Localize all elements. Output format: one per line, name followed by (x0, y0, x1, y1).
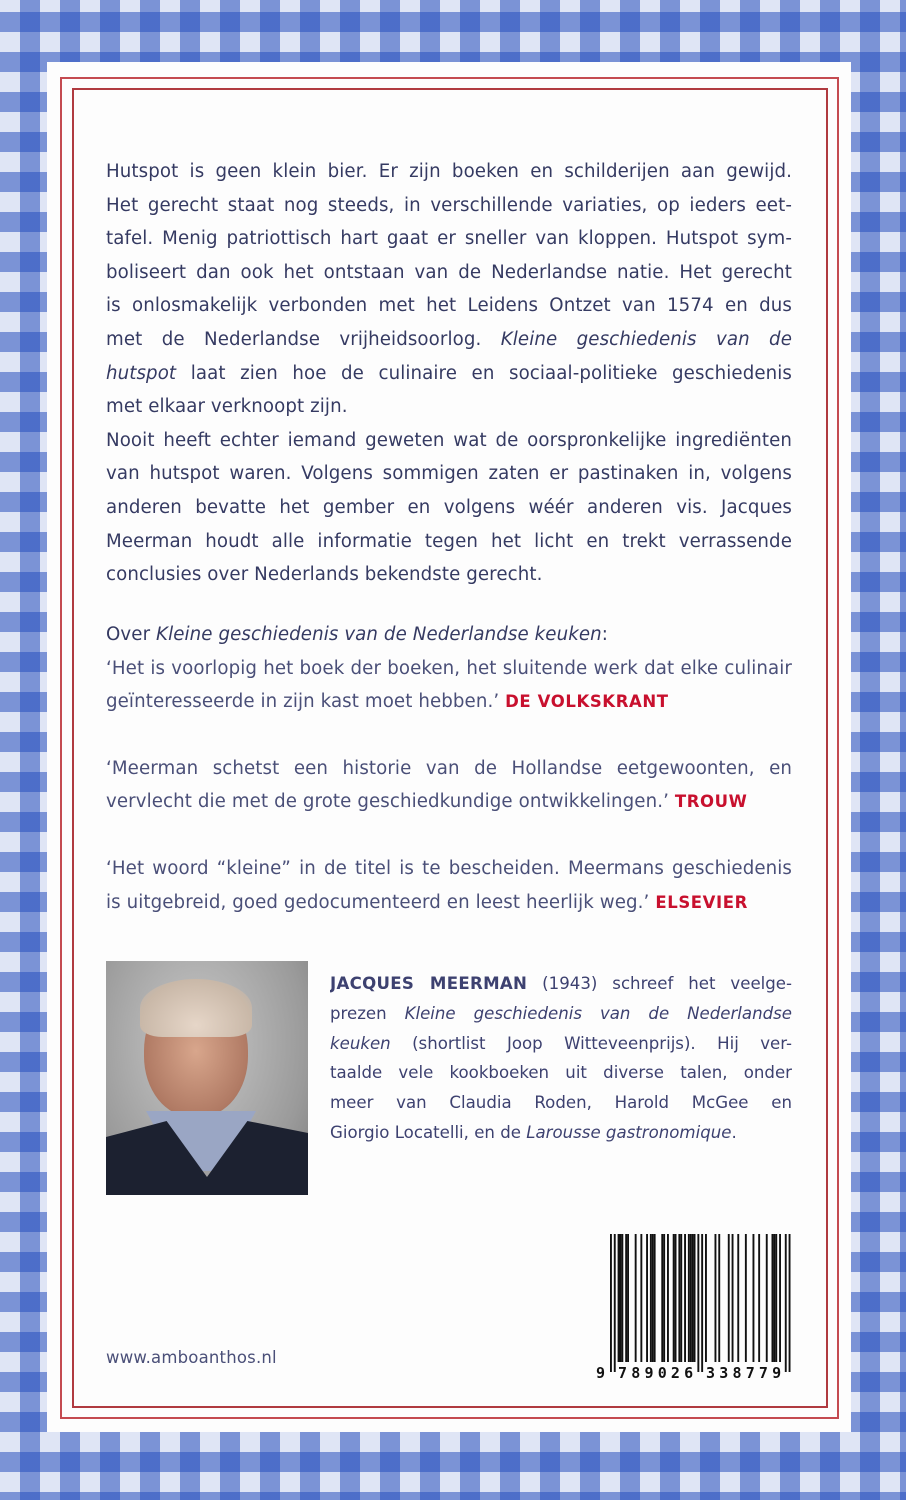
author-photo (106, 961, 308, 1195)
author-photo-hair (140, 979, 252, 1037)
bio-line (330, 969, 792, 999)
review-source: TROUW (674, 792, 748, 812)
review-source: DE VOLKSKRANT (505, 692, 669, 712)
bio-book-title: keuken (330, 1033, 391, 1053)
barcode-bar (675, 1234, 677, 1362)
isbn-barcode (596, 1234, 802, 1382)
barcode-bar (718, 1234, 720, 1362)
reviews-intro-suffix: : (601, 624, 609, 645)
barcode-bar (652, 1234, 654, 1362)
bio-book-title: Kleine geschiedenis van de Nederlandse (404, 1003, 792, 1023)
barcode-bar (620, 1234, 622, 1362)
bio-line: meer van Claudia Roden, Harold McGee en (330, 1093, 792, 1113)
description-line: Meerman houdt alle informatie tegen het licht en trekt verrassende (106, 530, 792, 552)
description-line: boliseert dan ook het ontstaan van de Nederlandse natie. Het gerecht (106, 261, 792, 283)
barcode-bar (775, 1234, 777, 1362)
author-bio (330, 969, 792, 1148)
description-line: Nooit heeft echter iemand geweten wat de oorspronkelijke ingrediënten (106, 429, 792, 451)
description-line: is onlosmakelijk verbonden met het Leidens Ontzet van 1574 en dus (106, 295, 792, 317)
book-title-italic: Kleine geschiedenis van de (500, 328, 792, 350)
barcode-bar (753, 1234, 755, 1362)
barcode-bar (635, 1234, 637, 1362)
author-name: JACQUES MEERMAN (330, 974, 528, 993)
bio-text: (shortlist Joop Witteveenprijs). Hij ver- (412, 1033, 792, 1053)
barcode-bar (701, 1234, 703, 1372)
barcode-bar (789, 1234, 791, 1372)
barcode-bar (697, 1234, 699, 1372)
publisher-url[interactable]: www.amboanthos.nl (106, 1348, 277, 1367)
description-text: laat zien hoe de culinaire en sociaal-politieke geschiedenis (190, 362, 792, 384)
barcode-bar (690, 1234, 692, 1362)
description-line-mixed (106, 323, 792, 357)
review-line (106, 685, 792, 719)
bio-line (330, 1029, 792, 1059)
barcode-bar (684, 1234, 686, 1362)
barcode-bar (773, 1234, 775, 1362)
barcode-bar (673, 1234, 675, 1362)
description-line: tafel. Menig patriottisch hart gaat er sneller van kloppen. Hutspot sym- (106, 228, 792, 250)
description-paragraph (106, 155, 792, 592)
barcode-bar (745, 1234, 747, 1362)
bio-line (330, 999, 792, 1029)
review-line (106, 886, 792, 920)
barcode-bar (715, 1234, 717, 1362)
reviews-intro-prefix: Over (106, 624, 151, 645)
barcode-bar (737, 1234, 739, 1362)
barcode-bar (678, 1234, 680, 1362)
barcode-bar (621, 1234, 623, 1362)
description-line: anderen bevatte het gember en volgens wéér anderen vis. Jacques (106, 496, 792, 518)
barcode-bar (667, 1234, 669, 1362)
barcode-digit-first: 9 (596, 1364, 606, 1382)
bio-text: . (731, 1122, 737, 1142)
bio-text: Giorgio Locatelli, en de (330, 1122, 521, 1142)
bio-line: taalde vele kookboeken uit diverse talen, onder (330, 1063, 792, 1083)
barcode-bar (614, 1234, 616, 1372)
barcode-bar (694, 1234, 696, 1362)
barcode-bar (779, 1234, 781, 1362)
barcode-bar (646, 1234, 648, 1362)
review-text: geïnteresseerde in zijn kast moet hebben.’ (106, 691, 500, 713)
description-line: met elkaar verknoopt zijn. (106, 396, 348, 418)
barcode-bar (661, 1234, 663, 1362)
description-line: Hutspot is geen klein bier. Er zijn boeken en schilderijen aan gewijd. (106, 161, 792, 182)
description-line: Het gerecht staat nog steeds, in verschillende variaties, op ieders eet- (106, 194, 792, 216)
barcode-bar (640, 1234, 642, 1362)
barcode-bar (732, 1234, 734, 1362)
barcode-bar (688, 1234, 690, 1362)
barcode-bar (654, 1234, 656, 1362)
reviews-intro (106, 618, 792, 652)
barcode-bar (728, 1234, 730, 1362)
barcode-bar (766, 1234, 768, 1362)
barcode-bar (772, 1234, 774, 1362)
review-line: ‘Meerman schetst een historie van de Hollandse eetgewoonten, en (106, 757, 792, 779)
barcode-bars (596, 1234, 802, 1372)
barcode-bar (625, 1234, 627, 1362)
barcode-bar (610, 1234, 612, 1372)
barcode-bar (758, 1234, 760, 1362)
book-title-italic: hutspot (106, 362, 177, 384)
review-line (106, 785, 792, 819)
barcode-bar (663, 1234, 665, 1362)
barcode-digits-left: 789026 (618, 1364, 698, 1382)
barcode-bar (650, 1234, 652, 1362)
reviews-intro-title: Kleine geschiedenis van de Nederlandse keuken (156, 624, 602, 645)
description-line-mixed (106, 357, 792, 391)
review-source: ELSEVIER (655, 892, 748, 912)
bio-line (330, 1118, 792, 1148)
barcode-bar (680, 1234, 682, 1362)
bio-text: (1943) schreef het veelge- (542, 974, 792, 993)
review-line: ‘Het woord “kleine” in de titel is te bescheiden. Meermans geschiedenis (106, 857, 792, 879)
barcode-digits-right: 338779 (706, 1364, 786, 1382)
barcode-digits (596, 1364, 802, 1382)
review-line: ‘Het is voorlopig het boek der boeken, het sluitende werk dat elke culinair (106, 657, 792, 679)
reviews-section (106, 618, 792, 919)
description-line: conclusies over Nederlands bekendste gerecht. (106, 564, 543, 586)
barcode-bar (705, 1234, 707, 1362)
bio-book-title: Larousse gastronomique (526, 1122, 732, 1142)
bio-text: prezen (330, 1003, 387, 1023)
barcode-bar (785, 1234, 787, 1372)
barcode-bar (692, 1234, 694, 1362)
review-text: is uitgebreid, goed gedocumenteerd en leest heerlijk weg.’ (106, 891, 650, 913)
review-text: vervlecht die met de grote geschiedkundige ontwikkelingen.’ (106, 791, 669, 813)
barcode-bar (627, 1234, 629, 1362)
description-text: met de Nederlandse vrijheidsoorlog. (106, 328, 482, 350)
description-line: van hutspot waren. Volgens sommigen zaten er pastinaken in, volgens (106, 463, 792, 485)
barcode-bar (618, 1234, 620, 1362)
